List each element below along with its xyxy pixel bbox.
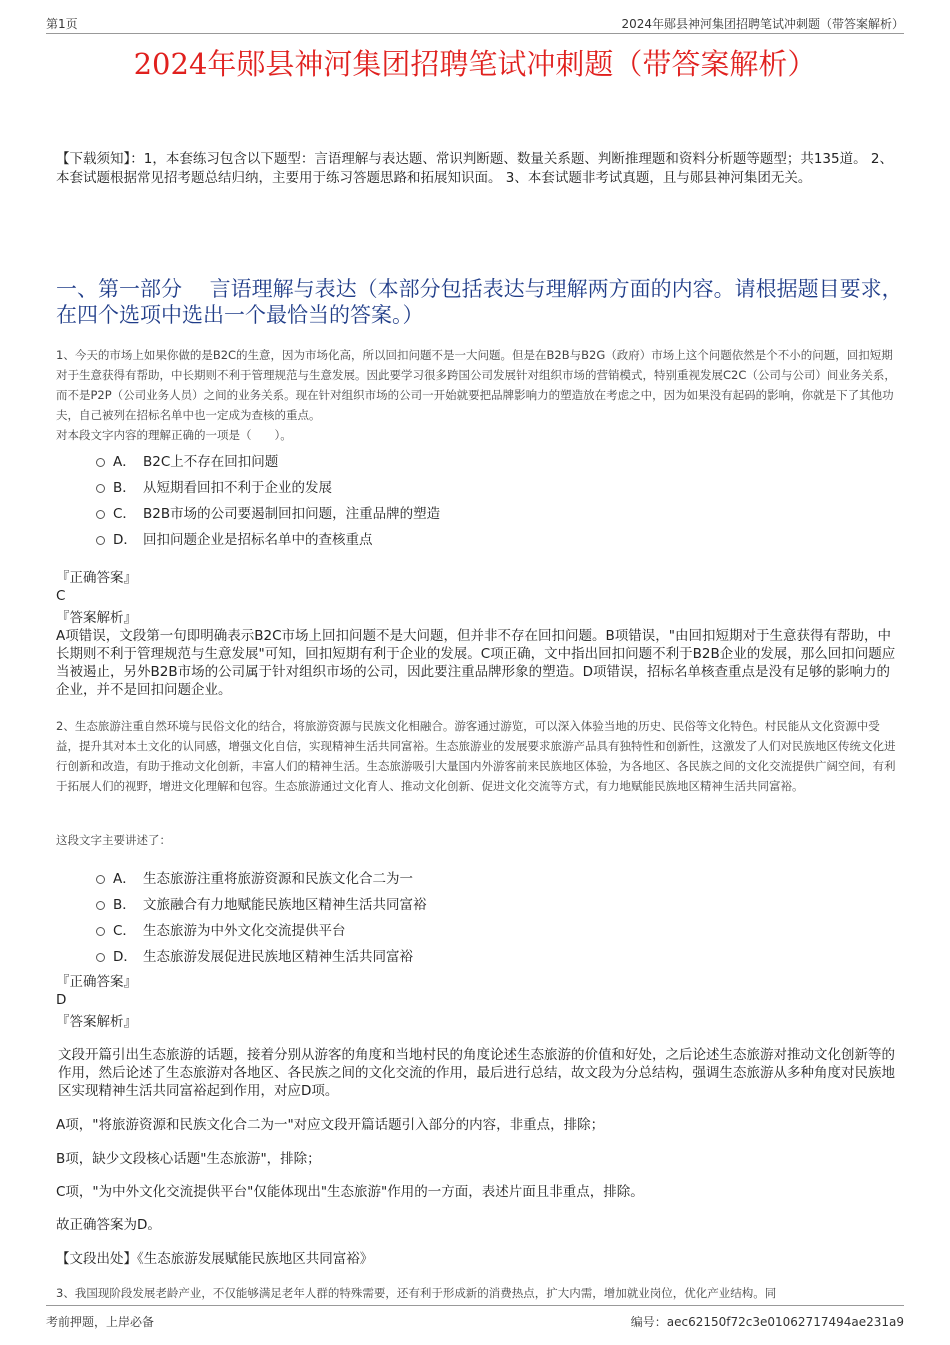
question-2-prompt: 这段文字主要讲述了： — [56, 833, 171, 847]
q2-answer-label: 『正确答案』 — [56, 974, 137, 990]
question-3-text: 3、我国现阶段发展老龄产业，不仅能够满足老年人群的特殊需要，还有利于形成新的消费热点，扩大内需，增加就业岗位，优化产业结构。同 — [56, 1286, 777, 1300]
q2-option-d[interactable]: D． 生态旅游发展促进民族地区精神生活共同富裕 — [96, 945, 413, 965]
section-heading: 一、第一部分 言语理解与表达（本部分包括表达与理解两方面的内容。请根据题目要求，在四个选项中选出一个最恰当的答案。） — [56, 277, 903, 327]
radio-icon[interactable] — [96, 927, 105, 936]
q2-analysis: 文段开篇引出生态旅游的话题，接着分别从游客的角度和当地村民的角度论述生态旅游的价值和好处，之后论述生态旅游对推动文化创新等的作用，然后论述了生态旅游对各地区、各民族之间的文化交流的作用，最后进行总结，故文段为分总结构，强调生态旅游从多种角度对民族地区实现精神生活共同富裕起到作用，对应D项。 — [58, 1047, 895, 1099]
q2-analysis-a: A项，"将旅游资源和民族文化合二为一"对应文段开篇话题引入部分的内容，非重点，排除； — [56, 1117, 605, 1133]
q1-answer: C — [56, 588, 66, 604]
q2-analysis-b: B项，缺少文段核心话题"生态旅游"，排除； — [56, 1151, 321, 1167]
q1-analysis: A项错误，文段第一句即明确表示B2C市场上回扣问题不是大问题，但并非不存在回扣问题。B项错误，"由回扣短期对于生意获得有帮助，中长期则不利于管理规范与生意发展"可知，回扣短期有利于企业的发展。C项正确，文中指出回扣问题不利于B2B企业的发展，那么回扣问题应当被遏止，另外B2B市场的公司属于针对组织市场的公司，因此要注重品牌形象的塑造。D项错误，招标名单核查重点是没有足够的影响力的企业，并不是回扣问题企业。 — [56, 628, 896, 698]
q2-analysis-c: C项，"为中外文化交流提供平台"仅能体现出"生态旅游"作用的一方面，表述片面且非重点，排除。 — [56, 1184, 644, 1200]
header-doc-title: 2024年郧县神河集团招聘笔试冲刺题（带答案解析） — [621, 17, 904, 31]
radio-icon[interactable] — [96, 510, 105, 519]
q2-option-b[interactable]: B． 文旅融合有力地赋能民族地区精神生活共同富裕 — [96, 893, 427, 913]
question-1-prompt: 对本段文字内容的理解正确的一项是（ ）。 — [56, 428, 292, 442]
radio-icon[interactable] — [96, 901, 105, 910]
page-number: 第1页 — [46, 17, 78, 31]
q1-option-a[interactable]: A． B2C上不存在回扣问题 — [96, 450, 278, 470]
question-2-text: 2、生态旅游注重自然环境与民俗文化的结合，将旅游资源与民族文化相融合。游客通过游览，可以深入体验当地的历史、民俗等文化特色。村民能从文化资源中受益，提升其对本土文化的认同感，增强文化自信，实现精神生活共同富裕。生态旅游业的发展要求旅游产品具有独特性和创新性，这激发了人们对民族地区传统文化进行创新和改造，有助于推动文化创新，丰富人们的精神生活。生态旅游吸引大量国内外游客前来民族地区体验，为各地区、各民族之间的文化交流提供广阔空间，有利于拓展人们的视野，增进文化理解和包容。生态旅游通过文化育人、推动文化创新、促进文化交流等方式，有力地赋能民族地区精神生活共同富裕。 — [56, 719, 896, 793]
q2-option-a[interactable]: A． 生态旅游注重将旅游资源和民族文化合二为一 — [96, 867, 413, 887]
header-divider — [46, 33, 904, 34]
download-notice: 【下载须知】：1，本套练习包含以下题型：言语理解与表达题、常识判断题、数量关系题、判断推理题和资料分析题等题型；共135道。 2、本套试题根据常见招考题总结归纳，主要用于练习答题思路和拓展知识面。 3、本套试题非考试真题，且与郧县神河集团无关。 — [56, 151, 893, 186]
radio-icon[interactable] — [96, 953, 105, 962]
q2-answer: D — [56, 992, 67, 1008]
radio-icon[interactable] — [96, 875, 105, 884]
q1-option-d[interactable]: D． 回扣问题企业是招标名单中的查核重点 — [96, 528, 373, 548]
q2-source: 【文段出处】《生态旅游发展赋能民族地区共同富裕》 — [56, 1251, 374, 1267]
footer-divider — [46, 1305, 904, 1306]
q1-option-c[interactable]: C． B2B市场的公司要遏制回扣问题，注重品牌的塑造 — [96, 502, 440, 522]
page-title: 2024年郧县神河集团招聘笔试冲刺题（带答案解析） — [133, 47, 817, 81]
q2-option-c[interactable]: C． 生态旅游为中外文化交流提供平台 — [96, 919, 346, 939]
q2-analysis-label: 『答案解析』 — [56, 1014, 137, 1030]
radio-icon[interactable] — [96, 536, 105, 545]
q1-analysis-label: 『答案解析』 — [56, 610, 137, 626]
q2-conclusion: 故正确答案为D。 — [56, 1217, 161, 1233]
footer-slogan: 考前押题，上岸必备 — [46, 1315, 155, 1329]
q1-answer-label: 『正确答案』 — [56, 570, 137, 586]
radio-icon[interactable] — [96, 458, 105, 467]
footer-doc-id: 编号：aec62150f72c3e01062717494ae231a9 — [630, 1315, 904, 1329]
q1-option-b[interactable]: B． 从短期看回扣不利于企业的发展 — [96, 476, 332, 496]
radio-icon[interactable] — [96, 484, 105, 493]
question-1-text: 1、今天的市场上如果你做的是B2C的生意，因为市场化高，所以回扣问题不是一大问题。但是在B2B与B2G（政府）市场上这个问题依然是个不小的问题，回扣短期对于生意获得有帮助，中长期则不利于管理规范与生意发展。因此要学习很多跨国公司发展针对组织市场的营销模式，特别重视发展C2C（公司与公司）间业务关系，而不是P2P（公司业务人员）之间的业务关系。现在针对组织市场的公司一开始就要把品牌影响力的塑造放在考虑之中，因为如果没有起码的影响，你就是下了其他功夫，自己被列在招标名单中也一定成为查核的重点。 — [56, 348, 896, 422]
